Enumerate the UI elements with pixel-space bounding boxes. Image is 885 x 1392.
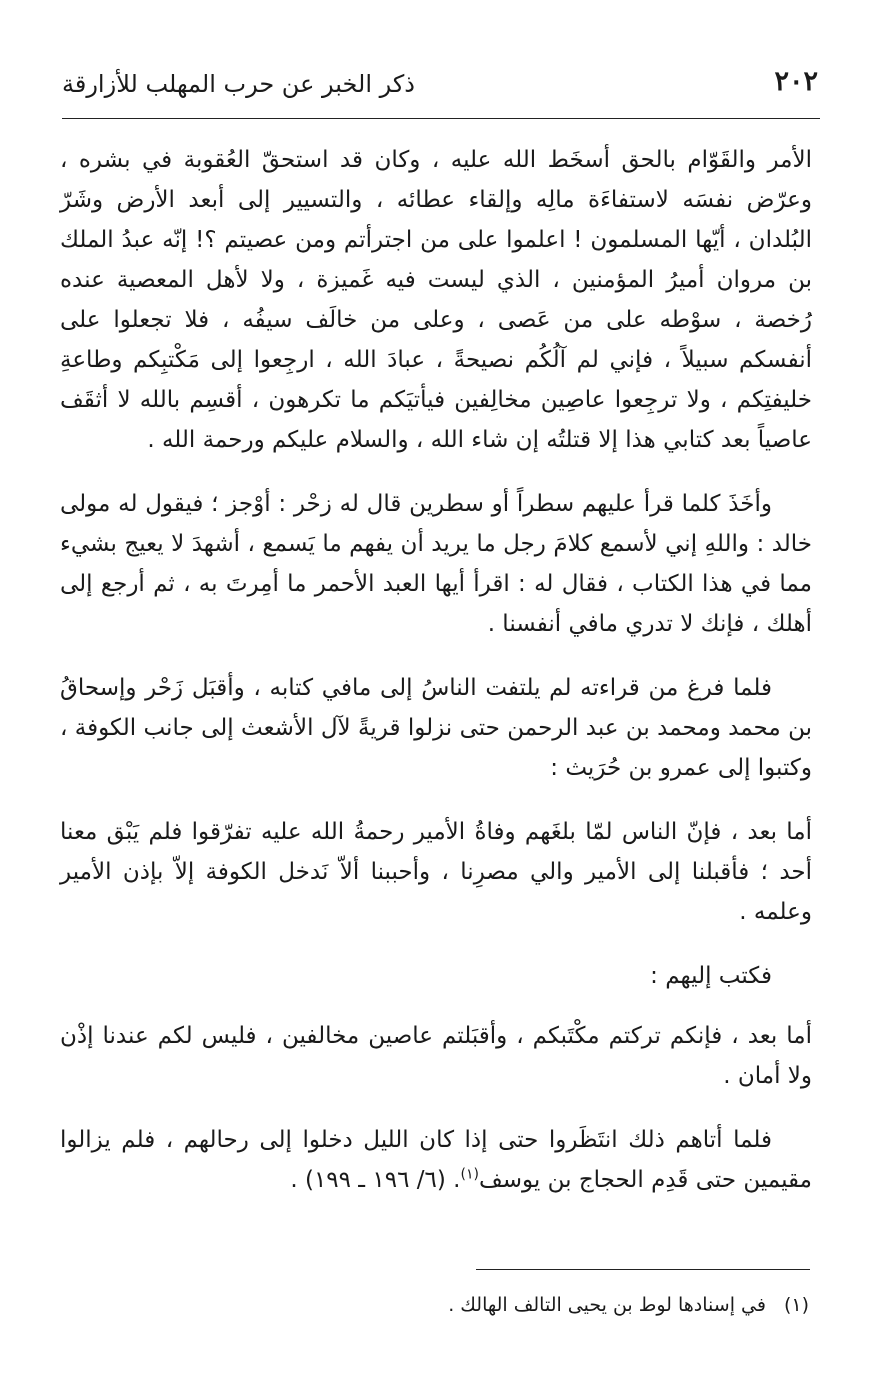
paragraph: أما بعد ، فإنكم تركتم مكْتَبكم ، وأقبَلتم عاصين مخالفين ، فليس لكم عندنا إذْن ولا أمان .	[60, 1023, 812, 1089]
footnote	[448, 1294, 809, 1316]
paragraph: وأخَذَ كلما قرأ عليهم سطراً أو سطرين قال له زحْر : أوْجز ؛ فيقول له مولى خالد : واللهِ إني لأسمع كلامَ رجل ما يريد أن يفهم ما يَسمع ، أشهدَ لا يعيج بشيء مما في هذا الكتاب ، فقال له : اقرأ أيها العبد الأحمر ما أمِرتَ به ، ثم أرجع إلى أهلك ، فإنك لا تدري مافي أنفسنا .	[60, 491, 812, 637]
footnote-rule	[476, 1269, 810, 1270]
paragraph: أما بعد ، فإنّ الناس لمّا بلغَهم وفاةُ الأمير رحمةُ الله عليه تفرّقوا فلم يَبْق معنا أحد ؛ فأقبلنا إلى الأمير والي مصرِنا ، وأحببنا ألاّ نَدخل الكوفة إلاّ بإذن الأمير وعلمه .	[60, 819, 812, 925]
paragraph-tail: . (٦/ ١٩٦ ـ ١٩٩) .	[290, 1167, 461, 1193]
footnote-marker: (١)	[460, 1166, 479, 1183]
paragraph: فكتب إليهم :	[650, 963, 772, 989]
paragraph-text: فلما أتاهم ذلك انتَظَروا حتى إذا كان الليل دخلوا إلى رحالهم ، فلم يزالوا مقيمين حتى قَدِم الحجاج بن يوسف	[60, 1127, 812, 1193]
page-header	[62, 66, 822, 116]
paragraph: فلما فرغ من قراءته لم يلتفت الناسُ إلى مافي كتابه ، وأقبَل زَحْر وإسحاقُ بن محمد ومحمد بن عبد الرحمن حتى نزلوا قريةً لآل الأشعث إلى جانب الكوفة ، وكتبوا إلى عمرو بن حُرَيث :	[60, 675, 812, 781]
paragraph-last	[60, 1120, 812, 1200]
main-text	[60, 140, 812, 1224]
page-number: ٢٠٢	[774, 66, 818, 97]
footnote-text: في إسنادها لوط بن يحيى التالف الهالك .	[448, 1294, 766, 1316]
footnote-number: (١)	[783, 1294, 809, 1316]
running-head: ذكر الخبر عن حرب المهلب للأزارقة	[62, 70, 415, 98]
paragraph: الأمر والقَوّام بالحق أسخَط الله عليه ، وكان قد استحقّ العُقوبة في بشره ، وعرّض نفسَه لاستفاءَة مالِه وإلقاء عطائه ، والتسيير إلى أبعد الأرض وشَرّ البُلدان ، أيّها المسلمون ! اعلموا على من اجترأتم ومن عصيتم ؟! إنّه عبدُ الملك بن مروان أميرُ المؤمنين ، الذي ليست فيه غَميزة ، ولا لأهل المعصية عنده رُخصة ، سوْطه على من عَصى ، وعلى من خالَف سيفُه ، فلا تجعلوا على أنفسكم سبيلاً ، فإني لم آلُكُم نصيحةً ، عبادَ الله ، ارجِعوا إلى مَكْتبِكم وطاعةِ خليفتِكم ، ولا ترجِعوا عاصِين مخالِفين فيأتيَكم ما تكرهون ، أقسِم بالله لا أثقَف عاصياً بعد كتابي هذا إلا قتلتُه إن شاء الله ، والسلام عليكم ورحمة الله .	[60, 147, 812, 453]
header-rule	[62, 118, 820, 119]
